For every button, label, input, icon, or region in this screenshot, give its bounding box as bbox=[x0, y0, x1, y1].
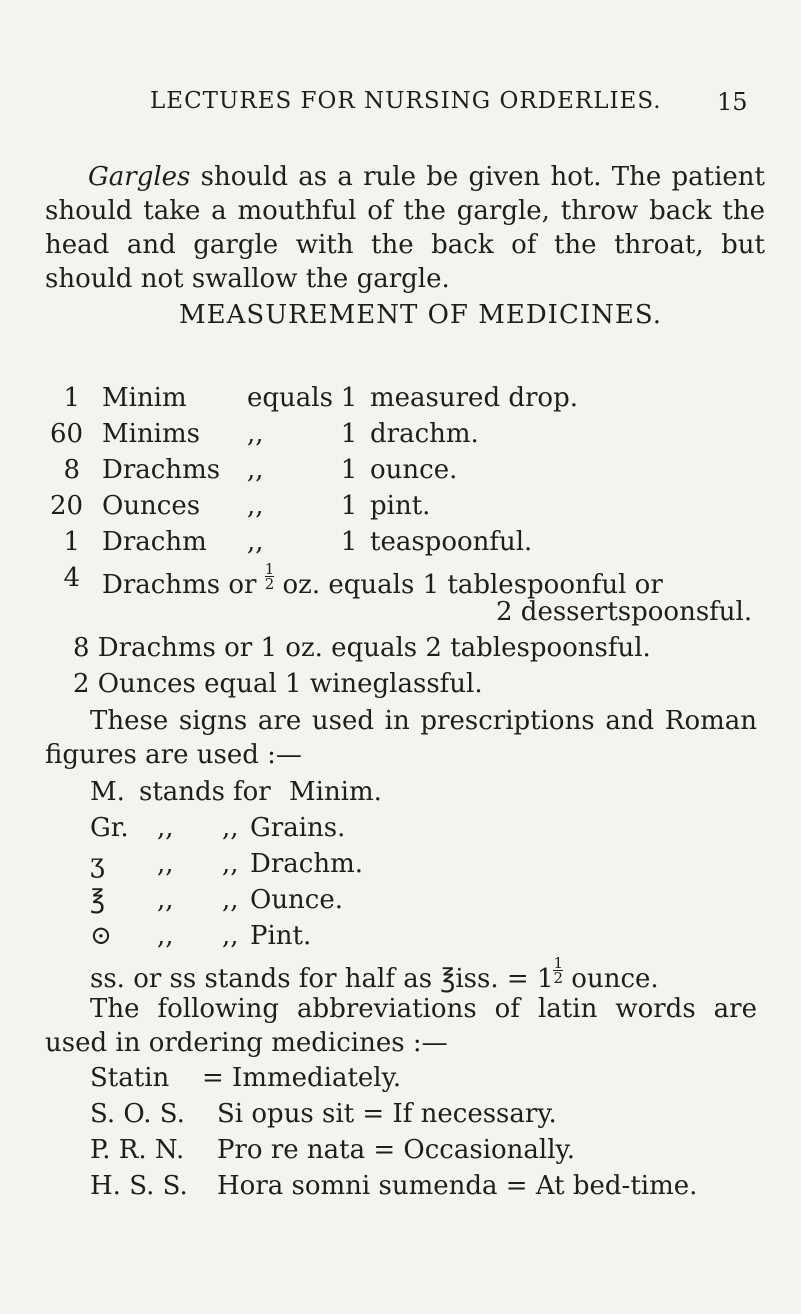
fraction-half: $\frac{1}{2}$ bbox=[264, 560, 275, 593]
two-ounces-line: 2 Ounces equal 1 wineglassful. bbox=[73, 669, 483, 699]
result: drachm. bbox=[370, 419, 479, 449]
qty: 1 bbox=[63, 383, 80, 413]
result: measured drop. bbox=[370, 383, 578, 413]
value: 1 bbox=[340, 491, 358, 521]
unit: Drachm bbox=[102, 527, 207, 557]
equals: ,, bbox=[247, 419, 264, 449]
value: 1 bbox=[340, 383, 358, 413]
qty: 4 bbox=[63, 563, 80, 593]
qty: 1 bbox=[63, 527, 80, 557]
equals: ,, bbox=[247, 491, 264, 521]
abbreviation-key: H. S. S. bbox=[90, 1171, 188, 1201]
ss-line bbox=[90, 956, 659, 995]
abbreviation-meaning: Hora somni sumenda = At bed-time. bbox=[217, 1171, 698, 1201]
running-head: LECTURES FOR NURSING ORDERLIES. bbox=[150, 88, 662, 114]
unit: Minim bbox=[102, 383, 187, 413]
sign-stands: stands bbox=[139, 777, 226, 807]
sign-meaning: Pint. bbox=[250, 921, 312, 951]
sign-symbol: Gr. bbox=[90, 813, 129, 843]
gargles-text: should as a rule be given hot. The patient should take a mouthful of the gargle, throw back the head and gargle with the back of the throat, but should not swallow the gargle. bbox=[45, 162, 765, 294]
unit: Ounces bbox=[102, 491, 201, 521]
sign-meaning: Minim. bbox=[289, 777, 382, 807]
qty: 8 bbox=[63, 455, 80, 485]
fraction-half: $\frac{1}{2}$ bbox=[553, 954, 564, 987]
gargles-paragraph bbox=[45, 160, 765, 296]
value: 1 bbox=[340, 419, 358, 449]
qty: 60 bbox=[50, 419, 84, 449]
page-number: 15 bbox=[717, 88, 748, 116]
sign-ditto: ,, bbox=[222, 849, 239, 879]
qty: 20 bbox=[50, 491, 84, 521]
ss-whole: 1 bbox=[536, 964, 554, 994]
sign-ditto: ,, bbox=[157, 813, 174, 843]
unit: Minims bbox=[102, 419, 200, 449]
abbreviation-meaning: Pro re nata = Occasionally. bbox=[217, 1135, 576, 1165]
abbreviation-key: Statin bbox=[90, 1063, 170, 1093]
value: 1 bbox=[340, 455, 358, 485]
result: pint. bbox=[370, 491, 431, 521]
sign-symbol: M. bbox=[90, 777, 125, 807]
ss-pre: ss. or ss stands for half as ℥iss. = bbox=[90, 964, 529, 994]
abbreviations-intro: The following abbreviations of latin words are used in ordering medicines :— bbox=[45, 994, 757, 1058]
abbreviation-meaning: = Immediately. bbox=[202, 1063, 402, 1093]
value: 1 bbox=[340, 527, 358, 557]
eight-drachms-line: 8 Drachms or 1 oz. equals 2 tablespoonsful. bbox=[73, 633, 651, 663]
equals: ,, bbox=[247, 455, 264, 485]
sign-symbol: ⊙ bbox=[90, 921, 112, 951]
half-oz-post: oz. equals 1 tablespoonful or bbox=[282, 570, 663, 600]
signs-intro: These signs are used in prescriptions and Roman figures are used :— bbox=[45, 706, 757, 770]
result: teaspoonful. bbox=[370, 527, 533, 557]
half-ounce-continuation: 2 dessertspoonsful. bbox=[496, 597, 753, 627]
sign-symbol: ℥ bbox=[90, 885, 106, 915]
ss-post: ounce. bbox=[571, 964, 659, 994]
sign-meaning: Grains. bbox=[250, 813, 346, 843]
equals: ,, bbox=[247, 527, 264, 557]
sign-meaning: Drachm. bbox=[250, 849, 364, 879]
page-header bbox=[0, 88, 801, 128]
half-oz-pre: Drachms or bbox=[102, 570, 257, 600]
result: ounce. bbox=[370, 455, 458, 485]
sign-ditto: ,, bbox=[222, 921, 239, 951]
unit: Drachms bbox=[102, 455, 221, 485]
sign-meaning: Ounce. bbox=[250, 885, 344, 915]
sign-ditto: ,, bbox=[222, 813, 239, 843]
section-title: MEASUREMENT OF MEDICINES. bbox=[179, 300, 662, 330]
sign-ditto: ,, bbox=[157, 921, 174, 951]
sign-ditto: ,, bbox=[222, 885, 239, 915]
gargles-lead: Gargles bbox=[88, 162, 191, 192]
sign-ditto: ,, bbox=[157, 849, 174, 879]
sign-for: for bbox=[233, 777, 271, 807]
abbreviation-key: S. O. S. bbox=[90, 1099, 185, 1129]
equals: equals bbox=[247, 383, 333, 413]
abbreviation-key: P. R. N. bbox=[90, 1135, 185, 1165]
sign-symbol: ʒ bbox=[90, 849, 105, 879]
abbreviation-meaning: Si opus sit = If necessary. bbox=[217, 1099, 557, 1129]
sign-ditto: ,, bbox=[157, 885, 174, 915]
